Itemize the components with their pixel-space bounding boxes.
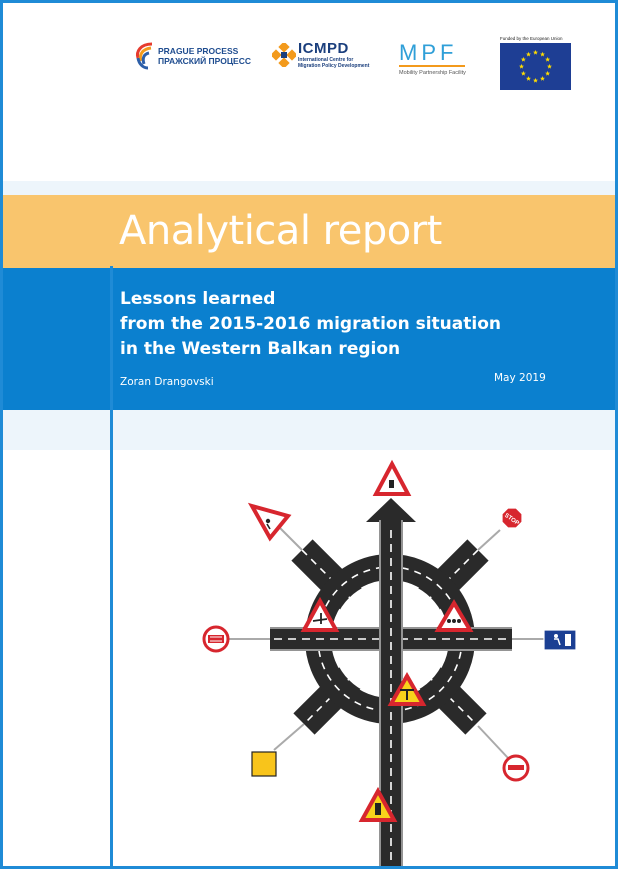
- disabled-parking-sign: [512, 630, 576, 650]
- partner-logos: [0, 36, 618, 96]
- light-strip-bottom: [3, 410, 615, 450]
- mpf-subtitle: Mobility Partnership Facility: [399, 70, 466, 76]
- light-strip-top: [3, 181, 615, 195]
- prague-process-logo: [134, 42, 251, 70]
- icmpd-line1: International Centre for: [298, 57, 354, 63]
- subtitle-line-1: Lessons learned: [120, 289, 276, 309]
- report-title: Analytical report: [119, 208, 442, 254]
- stop-sign: [478, 508, 522, 550]
- icmpd-emblem-icon: [272, 43, 296, 67]
- vertical-rule: [110, 268, 113, 869]
- mpf-underline: [399, 65, 465, 67]
- warning-sign-top: [376, 464, 408, 494]
- icmpd-name: ICMPD: [298, 40, 349, 57]
- pedestrian-sign: [252, 506, 302, 550]
- report-subtitle: [120, 287, 501, 362]
- stop-sign-text: STOP: [503, 512, 520, 527]
- mpf-logo: [399, 42, 466, 76]
- icmpd-logo: [272, 40, 372, 69]
- subtitle-line-3: in the Western Balkan region: [120, 339, 401, 359]
- author-name: Zoran Drangovski: [120, 376, 214, 388]
- prague-process-name: PRAGUE PROCESS: [158, 46, 239, 56]
- icmpd-line2: Migration Policy Development: [298, 63, 370, 69]
- prague-process-name-ru: ПРАЖСКИЙ ПРОЦЕСС: [158, 56, 251, 66]
- prague-process-emblem-icon: [134, 42, 154, 70]
- eu-caption: Funded by the European Union: [500, 36, 563, 41]
- publication-date: May 2019: [494, 372, 546, 384]
- mpf-name: MPF: [399, 40, 458, 65]
- roundabout-illustration: [190, 458, 590, 866]
- eu-flag-icon: [500, 43, 571, 90]
- subtitle-line-2: from the 2015-2016 migration situation: [120, 314, 501, 334]
- priority-road-sign: [252, 724, 304, 776]
- no-entry-sign: [478, 726, 528, 780]
- road-sign-left: [204, 627, 270, 651]
- eu-logo: [500, 36, 571, 90]
